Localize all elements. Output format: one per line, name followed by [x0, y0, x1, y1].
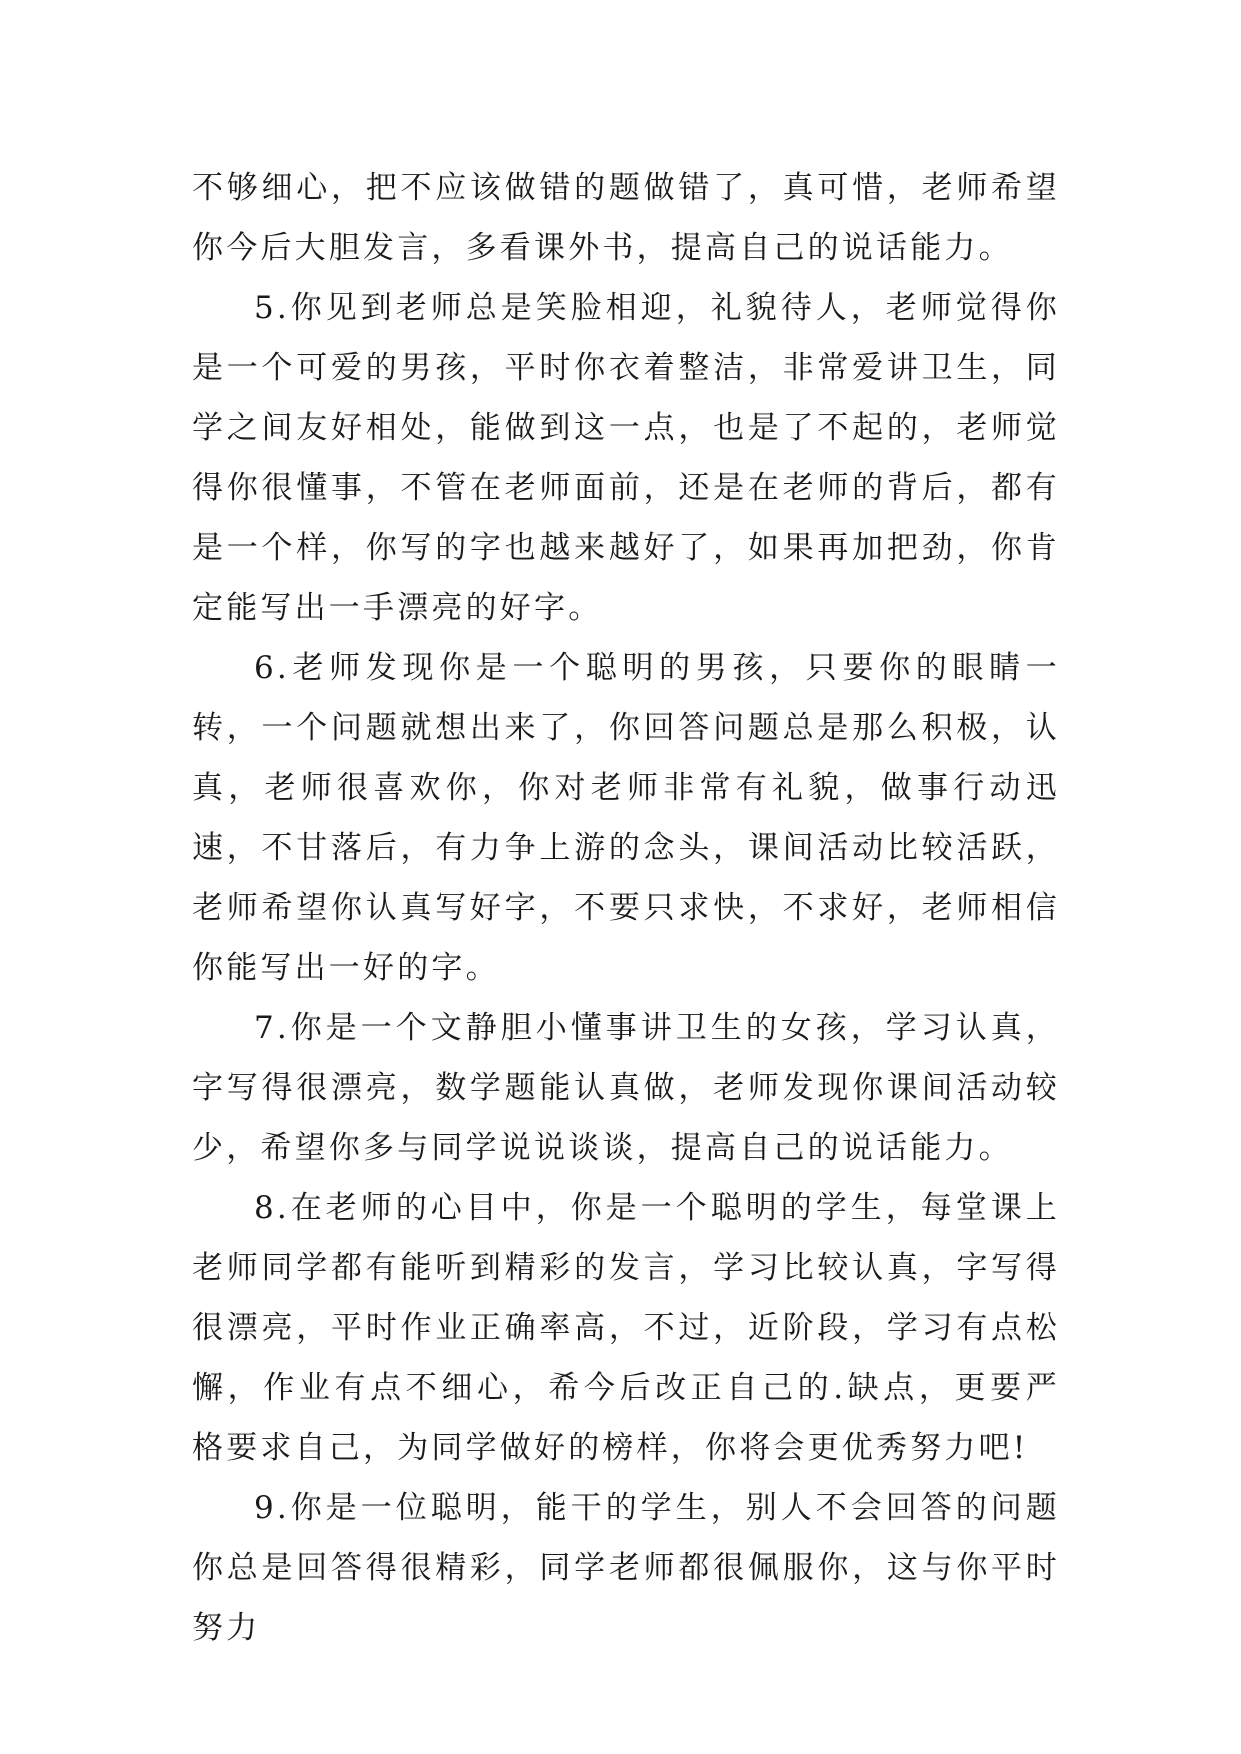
paragraph-item-7: 7.你是一个文静胆小懂事讲卫生的女孩，学习认真，字写得很漂亮，数学题能认真做，老师发现你课间活动较少，希望你多与同学说说谈谈，提高自己的说话能力。: [192, 1010, 1060, 1166]
document-body: [192, 158, 1060, 1658]
paragraph-item-9: 9.你是一位聪明，能干的学生，别人不会回答的问题你总是回答得很精彩，同学老师都很佩服你，这与你平时努力: [192, 1490, 1060, 1646]
paragraph-item-8: 8.在老师的心目中，你是一个聪明的学生，每堂课上老师同学都有能听到精彩的发言，学习比较认真，字写得很漂亮，平时作业正确率高，不过，近阶段，学习有点松懈，作业有点不细心，希今后改正自己的.缺点，更要严格要求自己，为同学做好的榜样，你将会更优秀努力吧!: [192, 1190, 1060, 1466]
paragraph-item-6: 6.老师发现你是一个聪明的男孩，只要你的眼睛一转，一个问题就想出来了，你回答问题总是那么积极，认真，老师很喜欢你，你对老师非常有礼貌，做事行动迅速，不甘落后，有力争上游的念头，课间活动比较活跃，老师希望你认真写好字，不要只求快，不求好，老师相信你能写出一好的字。: [192, 650, 1060, 986]
paragraph-item-5: 5.你见到老师总是笑脸相迎，礼貌待人，老师觉得你是一个可爱的男孩，平时你衣着整洁，非常爱讲卫生，同学之间友好相处，能做到这一点，也是了不起的，老师觉得你很懂事，不管在老师面前，还是在老师的背后，都有是一个样，你写的字也越来越好了，如果再加把劲，你肯定能写出一手漂亮的好字。: [192, 290, 1060, 626]
paragraph-continuation: 不够细心，把不应该做错的题做错了，真可惜，老师希望你今后大胆发言，多看课外书，提高自己的说话能力。: [192, 170, 1060, 266]
